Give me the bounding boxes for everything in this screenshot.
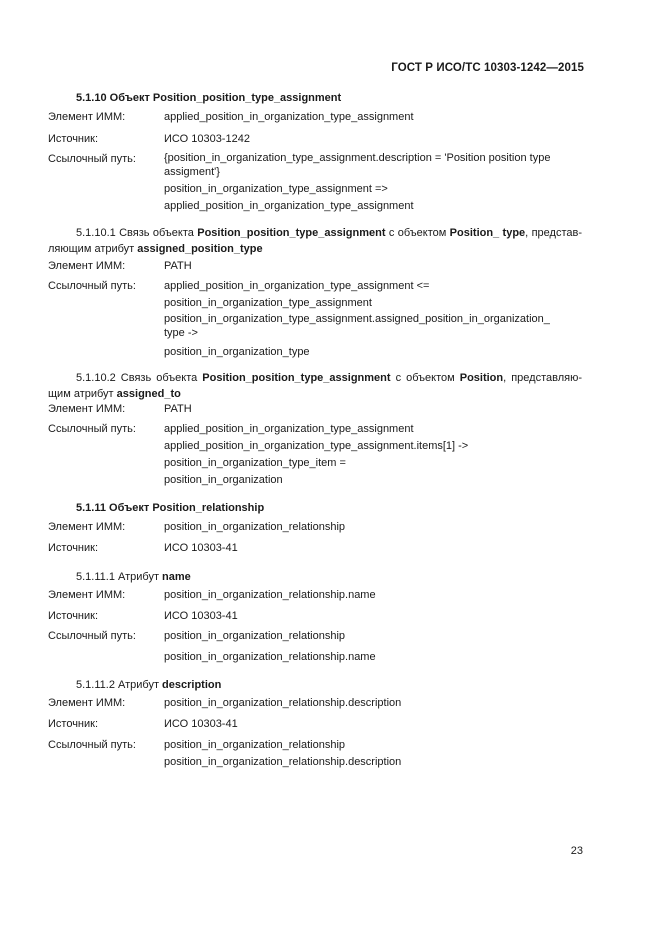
path-line: position_in_organization: [164, 474, 283, 486]
path-line: position_in_organization_type_assignment: [164, 297, 372, 309]
element-value: position_in_organization_relationship.description: [164, 697, 402, 709]
path-line: position_in_organization_relationship.description: [164, 756, 402, 768]
path-line: type ->: [164, 327, 198, 339]
path-line: position_in_organization_type_assignment.assigned_position_in_organization_: [164, 313, 550, 325]
path-line: applied_position_in_organization_type_assignment.items[1] ->: [164, 440, 469, 452]
path-line: assigment'}: [164, 166, 220, 178]
path-line: position_in_organization_type_assignment =>: [164, 183, 388, 195]
element-value: position_in_organization_relationship: [164, 521, 346, 533]
element-label: Элемент ИММ:: [48, 260, 126, 272]
element-label: Элемент ИММ:: [48, 521, 126, 533]
path-label: Ссылочный путь:: [48, 280, 136, 292]
path-line: {position_in_organization_type_assignment.description = 'Position position type: [164, 152, 551, 164]
source-value: ИСО 10303-1242: [164, 133, 250, 145]
source-label: Источник:: [48, 610, 99, 622]
s51112-heading: 5.1.11.2 Атрибут description: [76, 679, 222, 691]
element-label: Элемент ИММ:: [48, 697, 126, 709]
source-value: ИСО 10303-41: [164, 610, 238, 622]
source-value: ИСО 10303-41: [164, 718, 238, 730]
path-label: Ссылочный путь:: [48, 423, 136, 435]
element-value: applied_position_in_organization_type_assignment: [164, 111, 414, 123]
source-label: Источник:: [48, 133, 99, 145]
element-value: PATH: [164, 260, 192, 272]
path-line: applied_position_in_organization_type_assignment: [164, 423, 414, 435]
path-line: position_in_organization_relationship: [164, 739, 346, 751]
element-label: Элемент ИММ:: [48, 403, 126, 415]
s51111-heading: 5.1.11.1 Атрибут name: [76, 571, 191, 583]
path-label: Ссылочный путь:: [48, 153, 136, 165]
section-5-1-10-title: 5.1.10 Объект Position_position_type_assignment: [76, 92, 342, 104]
s51101-paragraph: 5.1.10.1 Связь объекта Position_position_type_assignment с объектом Position_ type, представ-ляющим атрибут assigned_position_type: [48, 227, 582, 255]
path-line: position_in_organization_relationship.name: [164, 651, 376, 663]
s51102-paragraph: 5.1.10.2 Связь объекта Position_position_type_assignment с объектом Position, представляю-щим атрибут assigned_to: [48, 372, 582, 400]
path-line: applied_position_in_organization_type_assignment: [164, 200, 414, 212]
element-label: Элемент ИММ:: [48, 111, 126, 123]
path-line: position_in_organization_relationship: [164, 630, 346, 642]
path-line: position_in_organization_type: [164, 346, 310, 358]
document-code-header: ГОСТ Р ИСО/ТС 10303-1242—2015: [391, 62, 584, 74]
source-value: ИСО 10303-41: [164, 542, 238, 554]
path-label: Ссылочный путь:: [48, 630, 136, 642]
section-5-1-11-title: 5.1.11 Объект Position_relationship: [76, 502, 265, 514]
source-label: Источник:: [48, 542, 99, 554]
element-label: Элемент ИММ:: [48, 589, 126, 601]
path-line: position_in_organization_type_item =: [164, 457, 346, 469]
element-value: position_in_organization_relationship.name: [164, 589, 376, 601]
source-label: Источник:: [48, 718, 99, 730]
path-label: Ссылочный путь:: [48, 739, 136, 751]
element-value: PATH: [164, 403, 192, 415]
page-number: 23: [570, 845, 583, 857]
path-line: applied_position_in_organization_type_assignment <=: [164, 280, 430, 292]
